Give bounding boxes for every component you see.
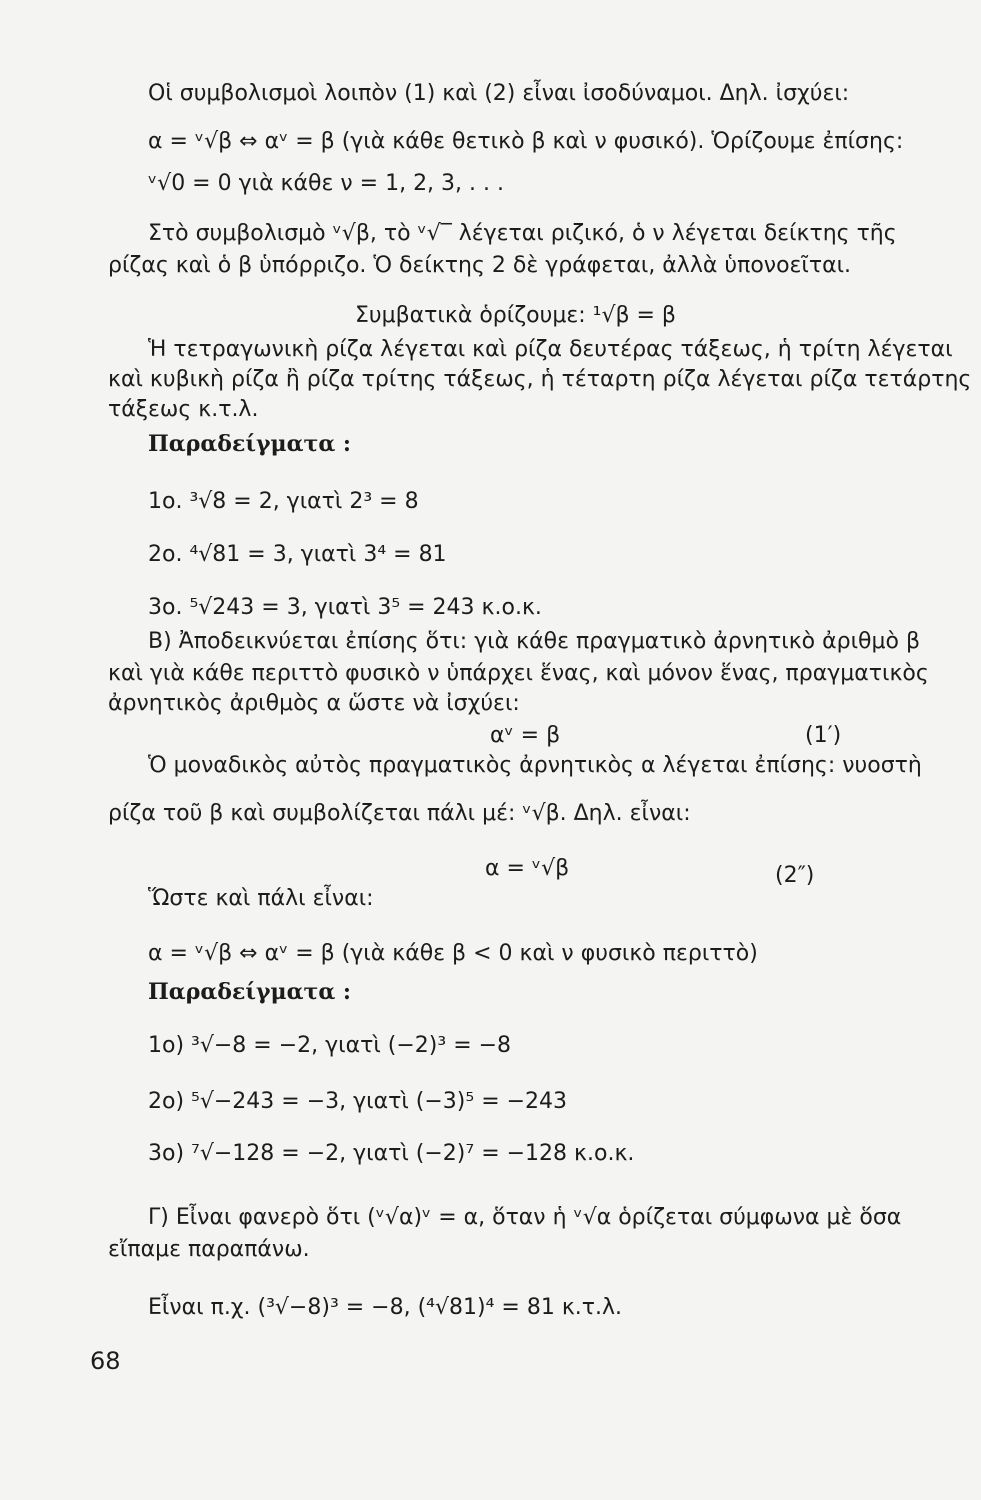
example-neg-1: 1ο) ³√−8 = −2, γιατὶ (−2)³ = −8 xyxy=(148,1033,512,1058)
page-number: 68 xyxy=(90,1347,121,1375)
text-line-23: Ὥστε καὶ πάλι εἶναι: xyxy=(148,886,374,911)
equation-2doubleprime: α = ᵛ√β xyxy=(485,856,570,881)
text-line-5: ρίζας καὶ ὁ β ὑπόρριζο. Ὁ δείκτης 2 δὲ γράφεται, ἀλλὰ ὑπονοεῖται. xyxy=(108,253,852,278)
example-neg-2: 2ο) ⁵√−243 = −3, γιατὶ (−3)⁵ = −243 xyxy=(148,1089,568,1114)
example-2: 2ο. ⁴√81 = 3, γιατὶ 3⁴ = 81 xyxy=(148,542,447,567)
text-line-16: ἀρνητικὸς ἀριθμὸς α ὥστε νὰ ἰσχύει: xyxy=(108,691,520,716)
text-line-29: Γ) Εἶναι φανερὸ ὅτι (ᵛ√α)ᵛ = α, ὅταν ἡ ᵛ√α ὁρίζεται σύμφωνα μὲ ὅσα xyxy=(148,1205,902,1230)
text-line-31: Εἶναι π.χ. (³√−8)³ = −8, (⁴√81)⁴ = 81 κ.τ.λ. xyxy=(148,1295,623,1320)
text-line-19: Ὁ μοναδικὸς αὐτὸς πραγματικὸς ἀρνητικὸς α λέγεται ἐπίσης: νυοστὴ xyxy=(148,753,922,778)
text-line-14: Β) Ἀποδεικνύεται ἐπίσης ὅτι: γιὰ κάθε πραγματικὸ ἀρνητικὸ ἀριθμὸ β xyxy=(148,629,920,654)
text-line-9: τάξεως κ.τ.λ. xyxy=(108,397,259,422)
text-line-2: α = ᵛ√β ⇔ αᵛ = β (γιὰ κάθε θετικὸ β καὶ ν φυσικό). Ὁρίζουμε ἐπίσης: xyxy=(148,129,904,154)
equation-2doubleprime-label: (2″) xyxy=(775,863,815,888)
example-neg-3: 3ο) ⁷√−128 = −2, γιατὶ (−2)⁷ = −128 κ.ο.κ. xyxy=(148,1141,635,1166)
equation-1prime: αᵛ = β xyxy=(490,723,561,748)
equation-1prime-label: (1′) xyxy=(805,723,842,748)
definition-line: Συμβατικὰ ὁρίζουμε: ¹√β = β xyxy=(355,303,676,328)
text-line-24: α = ᵛ√β ⇔ αᵛ = β (γιὰ κάθε β < 0 καὶ ν φυσικὸ περιττὸ) xyxy=(148,941,758,966)
example-3: 3ο. ⁵√243 = 3, γιατὶ 3⁵ = 243 κ.ο.κ. xyxy=(148,595,542,620)
example-1: 1ο. ³√8 = 2, γιατὶ 2³ = 8 xyxy=(148,489,419,514)
text-line-4: Στὸ συμβολισμὸ ᵛ√β, τὸ ᵛ√‾ λέγεται ριζικό, ὁ ν λέγεται δείκτης τῆς xyxy=(148,221,897,246)
text-line-1: Οἱ συμβολισμοὶ λοιπὸν (1) καὶ (2) εἶναι ἰσοδύναμοι. Δηλ. ἰσχύει: xyxy=(148,81,850,106)
examples-heading-2: Παραδείγματα : xyxy=(148,979,352,1005)
text-line-20: ρίζα τοῦ β καὶ συμβολίζεται πάλι μέ: ᵛ√β. Δηλ. εἶναι: xyxy=(108,801,691,826)
text-line-3: ᵛ√0 = 0 γιὰ κάθε ν = 1, 2, 3, . . . xyxy=(148,171,504,196)
examples-heading-1: Παραδείγματα : xyxy=(148,431,352,457)
text-line-8: καὶ κυβικὴ ρίζα ἢ ρίζα τρίτης τάξεως, ἡ τέταρτη ρίζα λέγεται ρίζα τετάρτης xyxy=(108,367,972,392)
text-line-15: καὶ γιὰ κάθε περιττὸ φυσικὸ ν ὑπάρχει ἕνας, καὶ μόνον ἕνας, πραγματικὸς xyxy=(108,661,929,686)
text-line-30: εἴπαμε παραπάνω. xyxy=(108,1237,310,1262)
text-line-7: Ἡ τετραγωνικὴ ρίζα λέγεται καὶ ρίζα δευτέρας τάξεως, ἡ τρίτη λέγεται xyxy=(148,337,953,362)
